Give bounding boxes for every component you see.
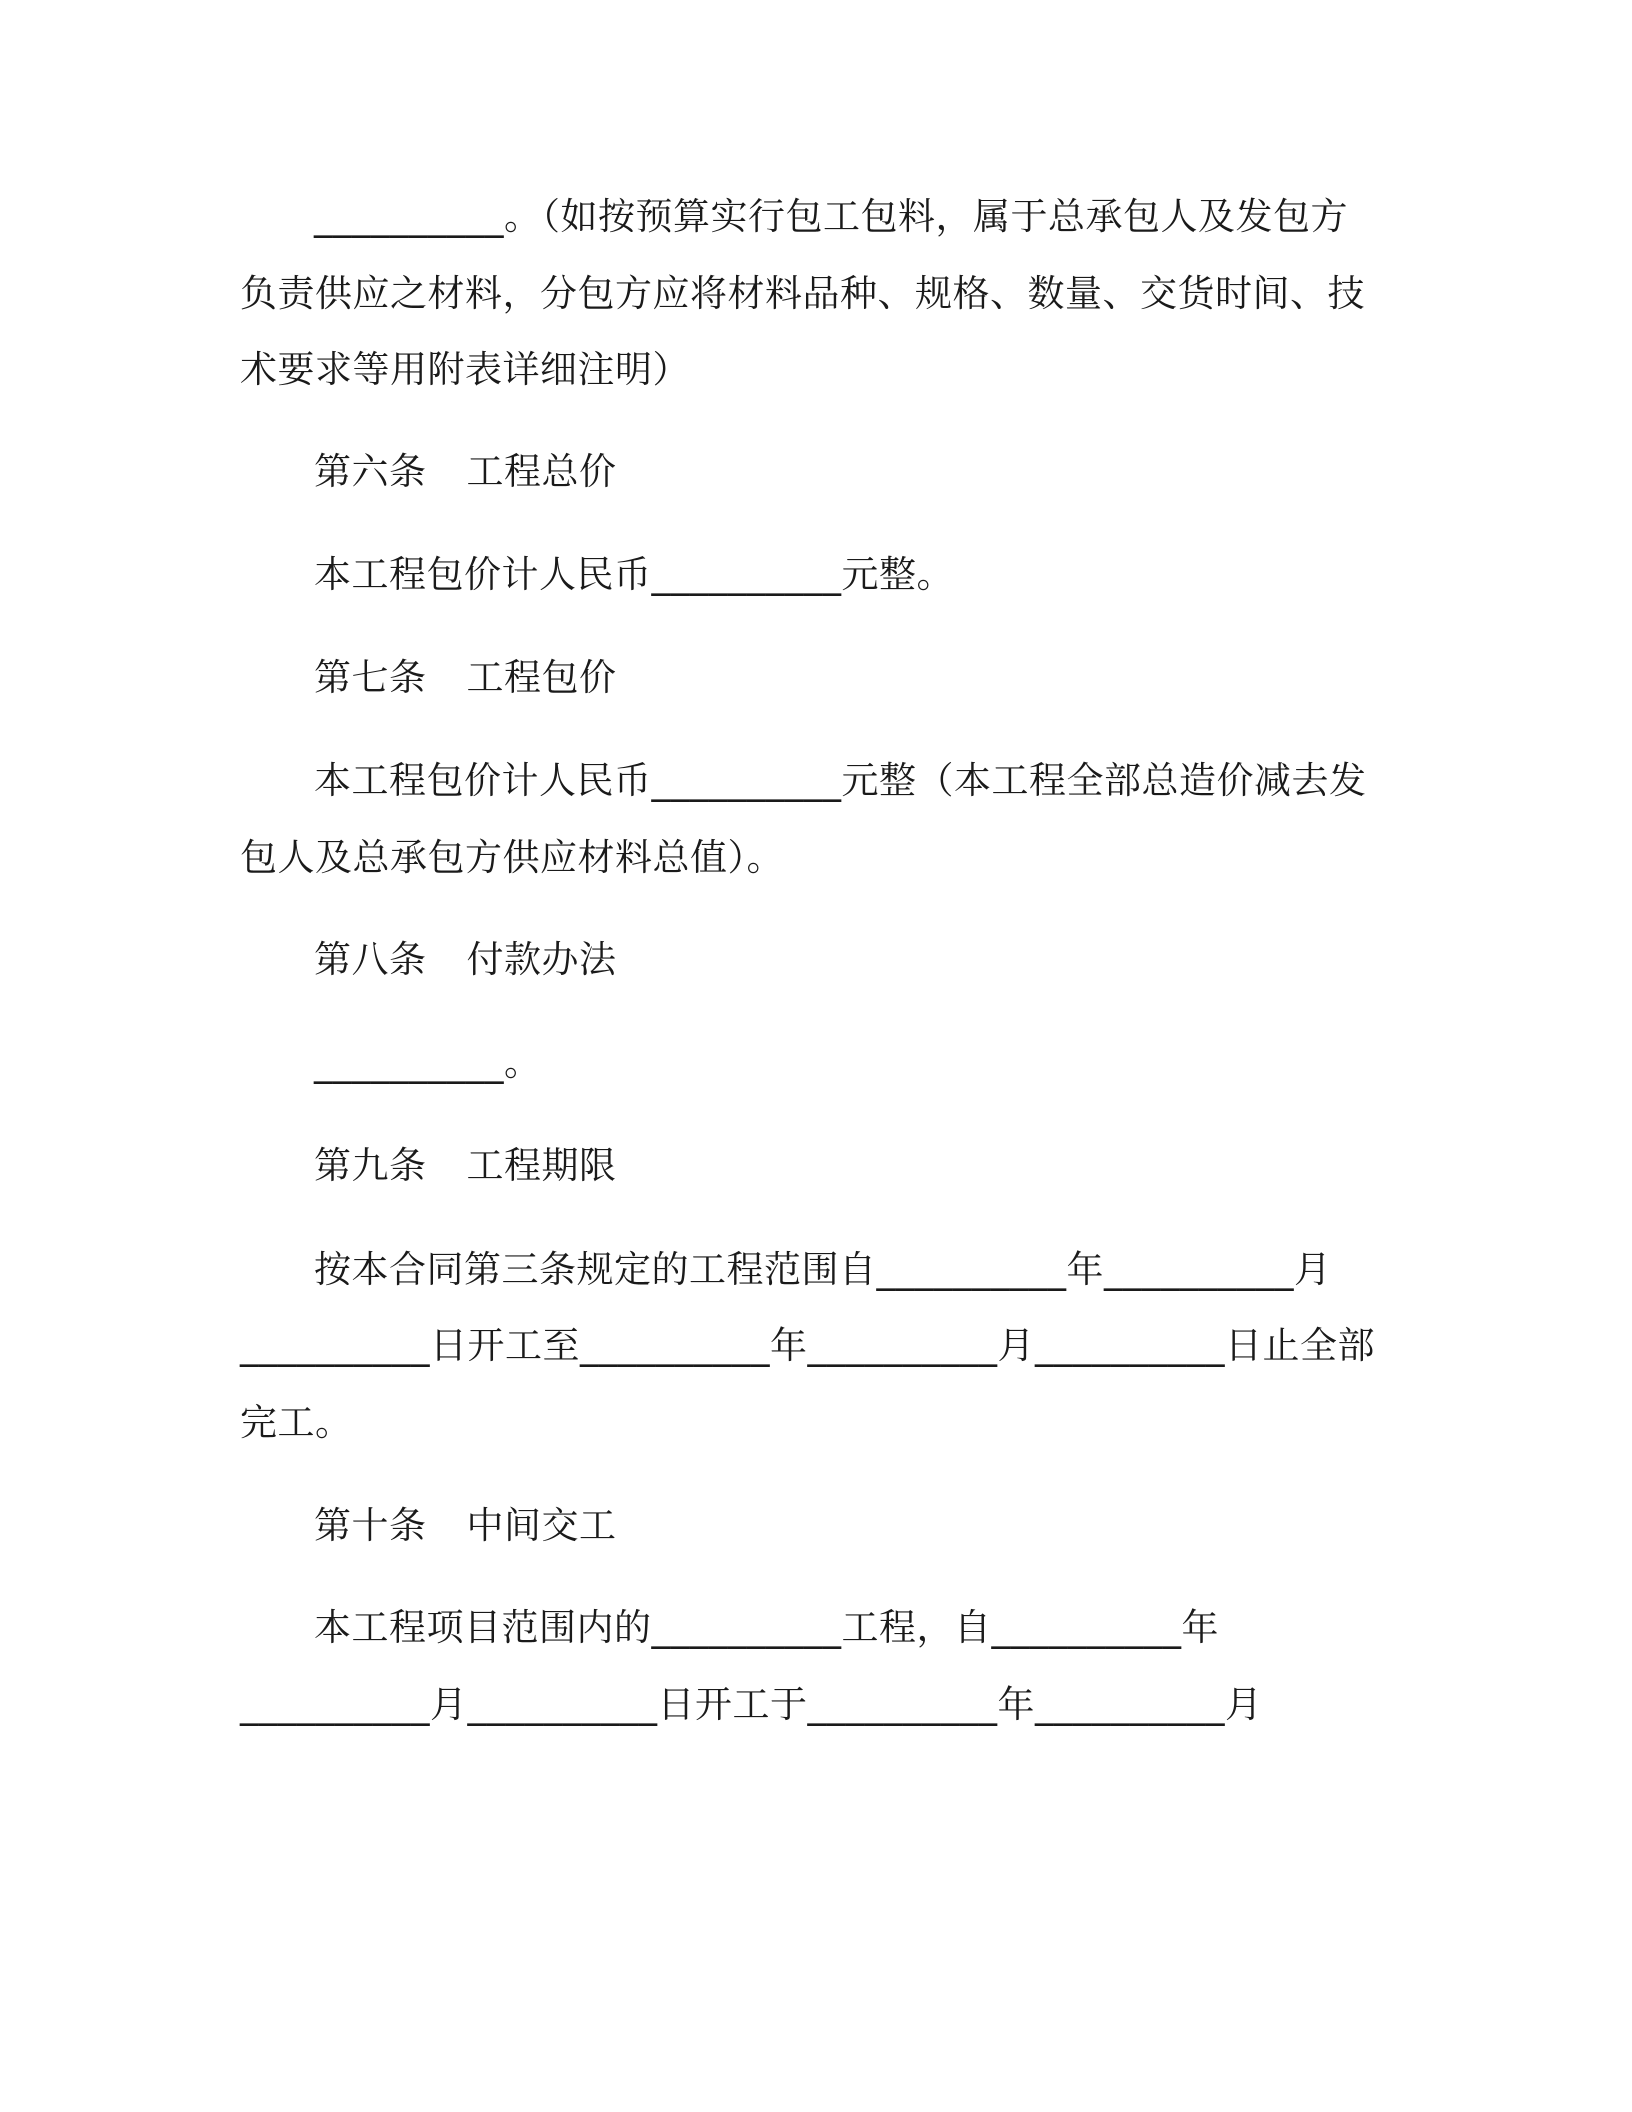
article-7-body-line-2: 包人及总承包方供应材料总值）。 xyxy=(240,836,784,879)
article-9-body-line-3: 完工。 xyxy=(240,1401,353,1444)
article-10-heading xyxy=(314,1496,617,1556)
article-7-body-line-1: 本工程包价计人民币__________元整（本工程全部总造价减去发 xyxy=(314,759,1367,802)
article-6-body: 本工程包价计人民币__________元整。 xyxy=(314,553,954,596)
article-10-body-line-2: __________月__________日开工于__________年__________月 xyxy=(240,1683,1263,1726)
article-8-title: 付款办法 xyxy=(466,938,617,981)
materials-paragraph-line-1: __________。（如按预算实行包工包料，属于总承包人及发包方 xyxy=(314,195,1348,238)
article-9-number: 第九条 xyxy=(314,1144,427,1187)
article-9-body-line-2: __________日开工至__________年__________月__________日止全部 xyxy=(240,1324,1375,1367)
article-7-title: 工程包价 xyxy=(466,656,617,699)
article-8-body: __________。 xyxy=(314,1041,542,1084)
materials-paragraph-line-3: 术要求等用附表详细注明） xyxy=(240,348,690,391)
article-10-title: 中间交工 xyxy=(466,1504,617,1547)
article-6-title: 工程总价 xyxy=(466,450,617,493)
article-8-number: 第八条 xyxy=(314,938,427,981)
article-9-heading xyxy=(314,1136,617,1196)
materials-paragraph-line-2: 负责供应之材料，分包方应将材料品种、规格、数量、交货时间、技 xyxy=(240,272,1365,315)
article-6-heading xyxy=(314,442,617,502)
article-6-number: 第六条 xyxy=(314,450,427,493)
article-7-number: 第七条 xyxy=(314,656,427,699)
article-9-body-line-1: 按本合同第三条规定的工程范围自__________年__________月 xyxy=(314,1248,1332,1291)
article-10-body-line-1: 本工程项目范围内的__________工程，自__________年 xyxy=(314,1606,1219,1649)
article-7-heading xyxy=(314,648,617,708)
article-9-title: 工程期限 xyxy=(466,1144,617,1187)
article-10-number: 第十条 xyxy=(314,1504,427,1547)
article-8-heading xyxy=(314,930,617,990)
